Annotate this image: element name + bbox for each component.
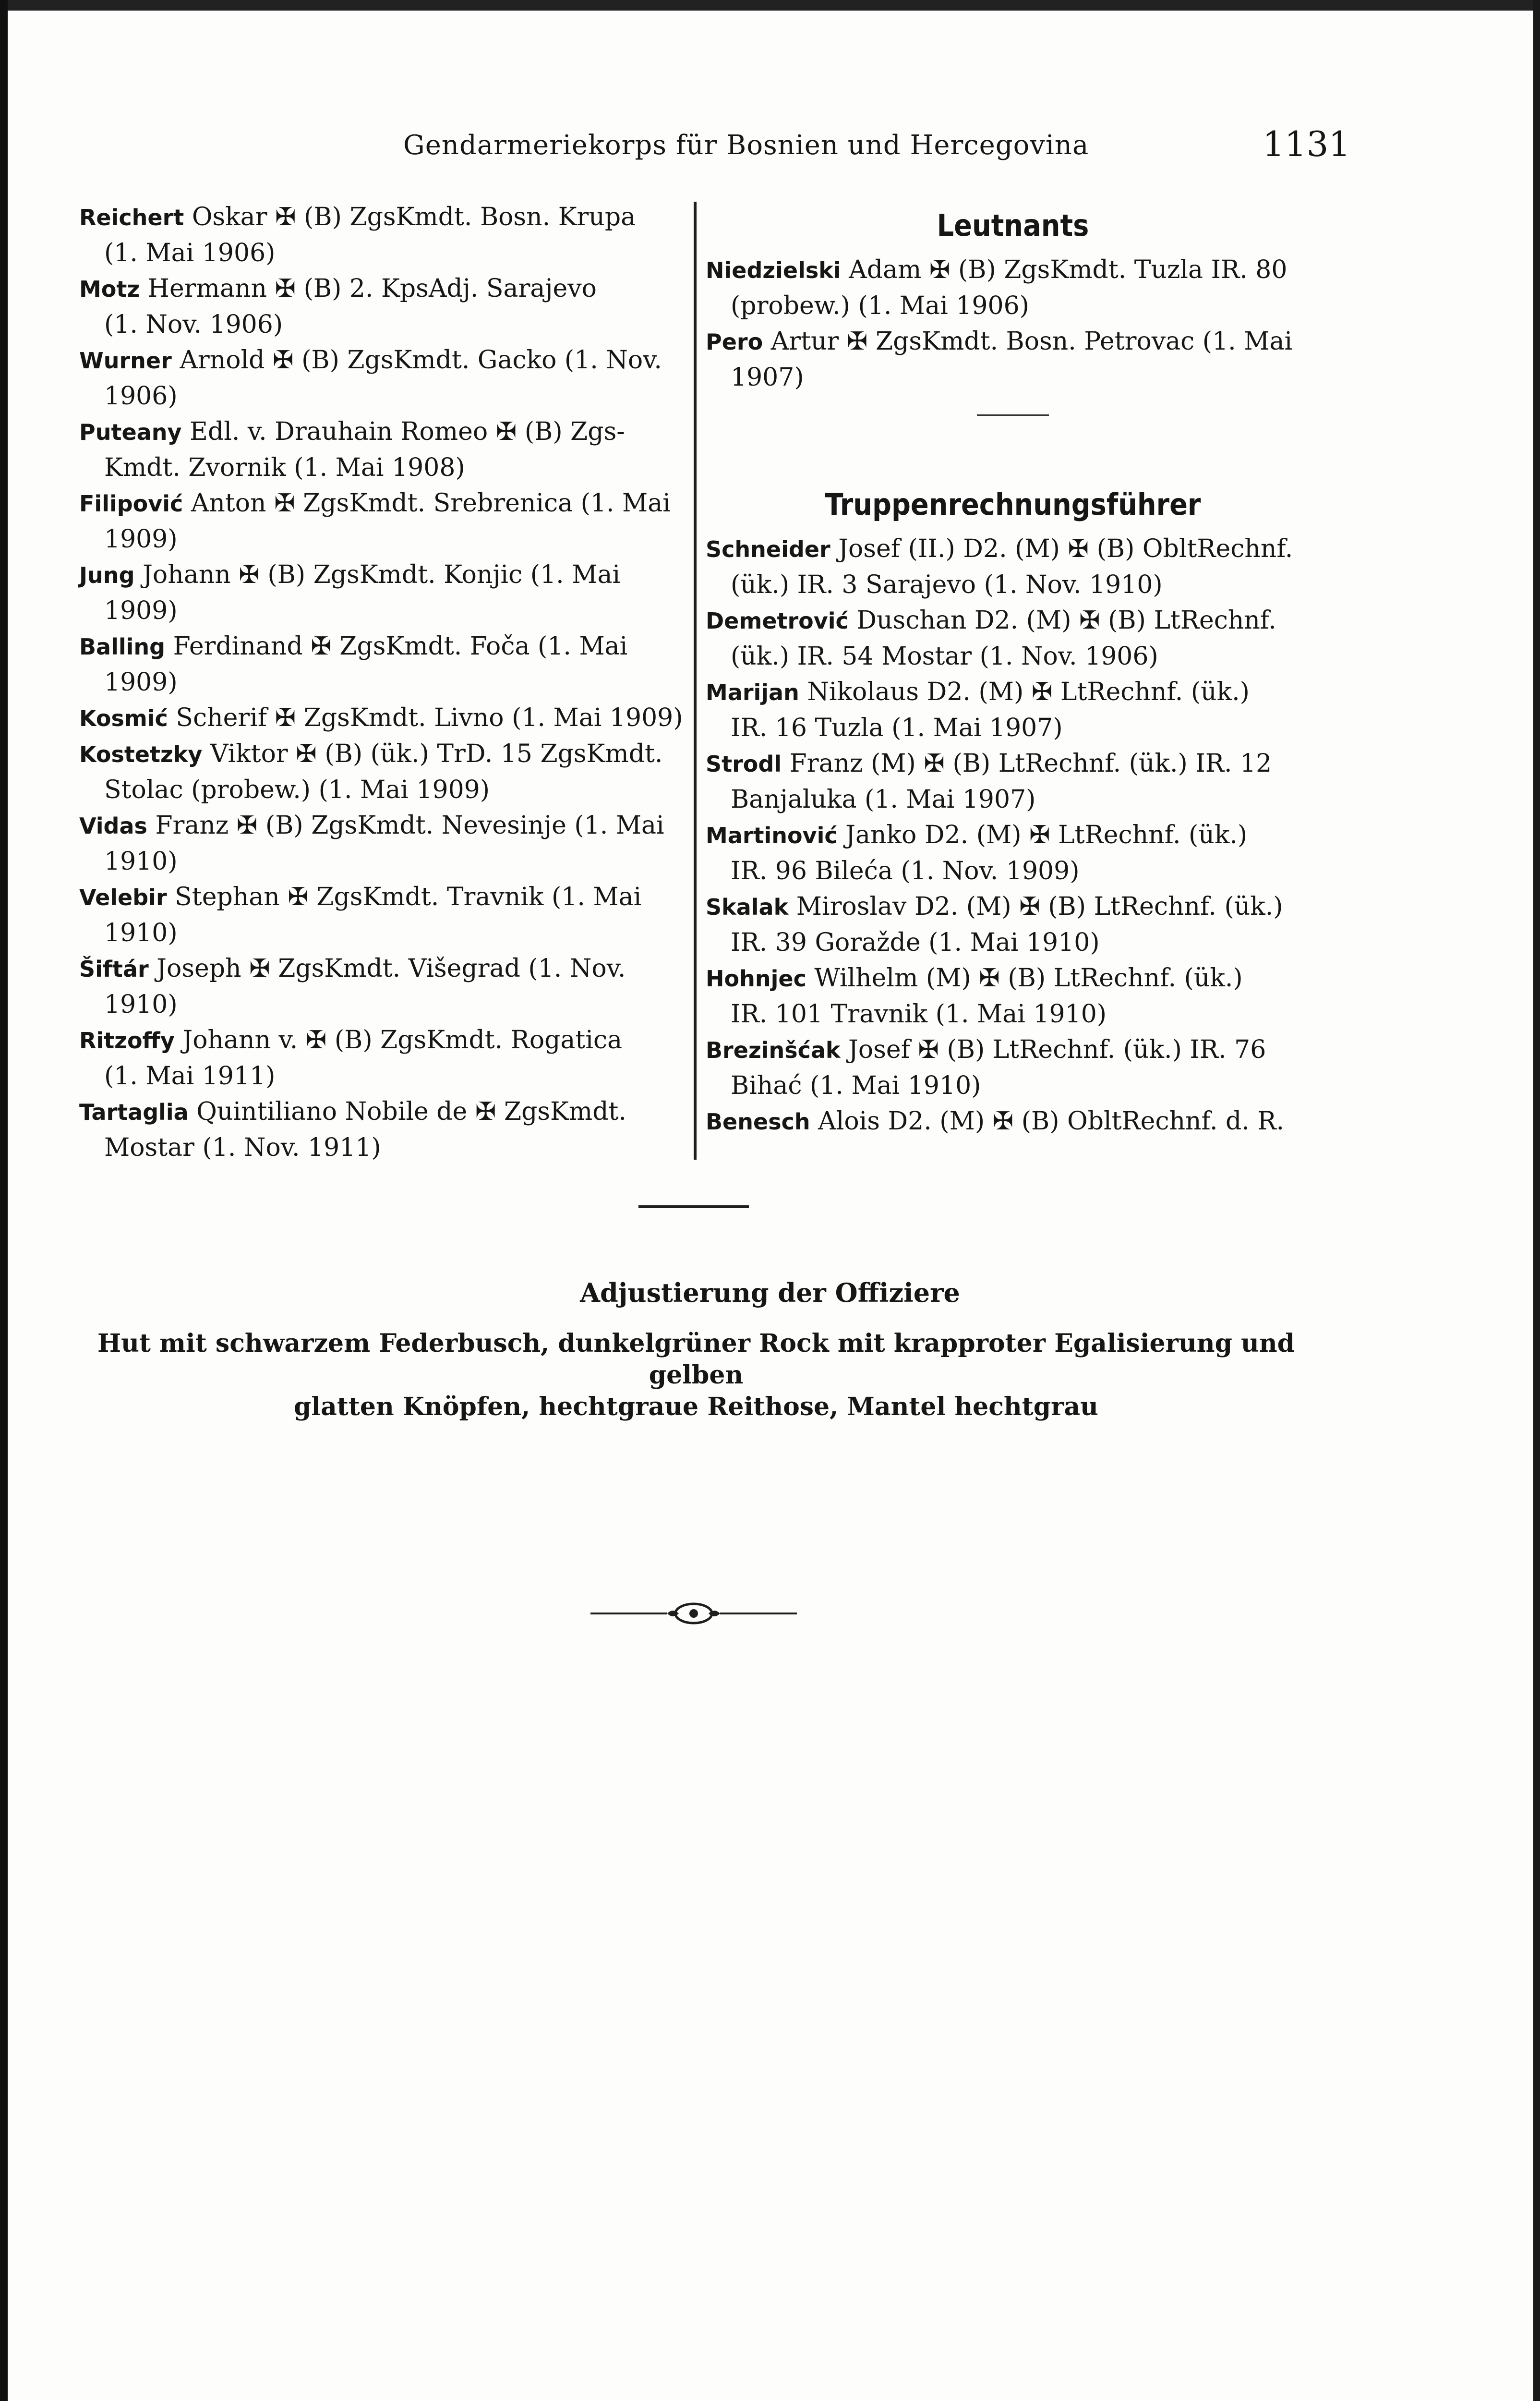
entry-line-1 xyxy=(79,808,689,844)
entry-details: Joseph ✠ ZgsKmdt. Višegrad (1. Nov. xyxy=(156,954,626,983)
uniform-line-1: Hut mit schwarzem Federbusch, dunkelgrüner Rock mit krapproter Egalisierung und gelben xyxy=(97,1329,1295,1390)
entry-details: Adam ✠ (B) ZgsKmdt. Tuzla IR. 80 xyxy=(849,255,1287,284)
accountants-list xyxy=(706,531,1320,1140)
entry-line-2: Stolac (probew.) (1. Mai 1909) xyxy=(104,776,490,804)
entry-details: Miroslav D2. (M) ✠ (B) LtRechnf. (ük.) xyxy=(796,892,1283,921)
entry-line-2: (ük.) IR. 54 Mostar (1. Nov. 1906) xyxy=(731,642,1158,671)
running-title: Gendarmeriekorps für Bosnien und Hercegovina xyxy=(403,130,1089,161)
leutnants-list xyxy=(706,252,1320,395)
officer-surname: Hohnjec xyxy=(706,966,806,992)
entry-line-1 xyxy=(79,879,689,915)
entry-details: Viktor ✠ (B) (ük.) TrD. 15 ZgsKmdt. xyxy=(210,740,663,768)
entry-line-2: 1910) xyxy=(104,919,178,947)
entry-line-1 xyxy=(706,252,1320,288)
officer-surname: Reichert xyxy=(79,205,184,230)
entry-details: Johann ✠ (B) ZgsKmdt. Konjic (1. Mai xyxy=(143,560,621,589)
entry-details: Stephan ✠ ZgsKmdt. Travnik (1. Mai xyxy=(175,883,642,911)
entry-line-1 xyxy=(79,700,689,736)
officer-surname: Skalak xyxy=(706,894,789,920)
center-rule xyxy=(638,1205,749,1208)
roster-entry xyxy=(79,485,689,557)
entry-line-1 xyxy=(79,485,689,521)
officer-surname: Šiftár xyxy=(79,956,149,982)
entry-line-2: 1909) xyxy=(104,668,178,697)
entry-details: Duschan D2. (M) ✠ (B) LtRechnf. xyxy=(856,606,1276,635)
roster-entry xyxy=(79,736,689,808)
entry-details: Oskar ✠ (B) ZgsKmdt. Bosn. Krupa xyxy=(192,203,636,231)
entry-line-2: 1910) xyxy=(104,990,178,1019)
entry-line-2: Kmdt. Zvornik (1. Mai 1908) xyxy=(104,453,465,482)
officer-surname: Motz xyxy=(79,276,140,302)
page-number: 1131 xyxy=(1263,124,1351,164)
entry-line-1 xyxy=(706,1103,1320,1140)
scan-edge-right xyxy=(1533,0,1540,2401)
entry-line-1 xyxy=(706,817,1320,853)
officer-surname: Strodl xyxy=(706,751,782,777)
entry-details: Edl. v. Drauhain Romeo ✠ (B) Zgs- xyxy=(189,417,625,446)
section-separator xyxy=(977,414,1049,416)
roster-entry xyxy=(79,1094,689,1165)
right-column xyxy=(706,199,1320,1140)
column-divider xyxy=(694,202,697,1160)
roster-entry xyxy=(706,531,1320,603)
entry-line-1 xyxy=(706,889,1320,925)
entry-line-2: IR. 16 Tuzla (1. Mai 1907) xyxy=(731,714,1063,742)
roster-entry xyxy=(79,199,689,271)
entry-line-2: IR. 96 Bileća (1. Nov. 1909) xyxy=(731,857,1080,885)
entry-line-1 xyxy=(706,603,1320,639)
entry-line-1 xyxy=(79,414,689,450)
roster-entry xyxy=(706,252,1320,324)
entry-line-2: (ük.) IR. 3 Sarajevo (1. Nov. 1910) xyxy=(731,570,1163,599)
entry-line-1 xyxy=(79,951,689,987)
entry-details: Alois D2. (M) ✠ (B) ObltRechnf. d. R. xyxy=(818,1107,1285,1136)
scan-edge-top xyxy=(0,0,1540,11)
entry-line-2: (probew.) (1. Mai 1906) xyxy=(731,291,1029,320)
entry-line-2: Mostar (1. Nov. 1911) xyxy=(104,1133,381,1162)
entry-line-2: 1910) xyxy=(104,847,178,876)
entry-line-2: Banjaluka (1. Mai 1907) xyxy=(731,785,1036,814)
roster-entry xyxy=(706,674,1320,746)
roster-entry xyxy=(79,271,689,342)
entry-line-2: 1907) xyxy=(731,363,804,392)
officer-surname: Marijan xyxy=(706,679,799,705)
entry-line-2: IR. 101 Travnik (1. Mai 1910) xyxy=(731,1000,1107,1029)
entry-line-1 xyxy=(79,342,689,378)
roster-entry xyxy=(79,700,689,736)
entry-details: Hermann ✠ (B) 2. KpsAdj. Sarajevo xyxy=(147,274,597,303)
roster-entry xyxy=(706,746,1320,817)
officer-surname: Kostetzky xyxy=(79,741,203,767)
entry-details: Johann v. ✠ (B) ZgsKmdt. Rogatica xyxy=(182,1026,623,1055)
entry-details: Janko D2. (M) ✠ LtRechnf. (ük.) xyxy=(845,821,1248,849)
officer-surname: Velebir xyxy=(79,885,167,910)
entry-line-2: IR. 39 Goražde (1. Mai 1910) xyxy=(731,928,1100,957)
entry-line-2: (1. Mai 1911) xyxy=(104,1062,276,1091)
entry-details: Franz ✠ (B) ZgsKmdt. Nevesinje (1. Mai xyxy=(155,811,664,840)
roster-entry xyxy=(79,414,689,485)
roster-entry xyxy=(706,1032,1320,1103)
entry-line-1 xyxy=(79,199,689,235)
roster-entry xyxy=(79,342,689,414)
roster-entry xyxy=(79,557,689,629)
entry-line-1 xyxy=(706,960,1320,996)
roster-entry xyxy=(706,817,1320,889)
entry-details: Nikolaus D2. (M) ✠ LtRechnf. (ük.) xyxy=(807,678,1250,706)
roster-entry xyxy=(79,879,689,951)
entry-line-1 xyxy=(79,271,689,307)
entry-line-1 xyxy=(706,674,1320,710)
officer-surname: Martinović xyxy=(706,823,838,849)
officer-surname: Tartaglia xyxy=(79,1099,189,1125)
uniform-description xyxy=(72,1328,1320,1423)
officer-surname: Vidas xyxy=(79,813,147,839)
officer-surname: Balling xyxy=(79,634,166,660)
entry-details: Quintiliano Nobile de ✠ ZgsKmdt. xyxy=(196,1097,626,1126)
officer-surname: Benesch xyxy=(706,1109,810,1135)
entry-line-1 xyxy=(706,324,1320,360)
entry-line-1 xyxy=(706,746,1320,782)
officer-surname: Niedzielski xyxy=(706,257,841,283)
entry-line-1 xyxy=(706,531,1320,567)
entry-line-2: Bihać (1. Mai 1910) xyxy=(731,1071,981,1100)
roster-entry xyxy=(706,1103,1320,1140)
entry-line-1 xyxy=(79,557,689,593)
entry-details: Arnold ✠ (B) ZgsKmdt. Gacko (1. Nov. xyxy=(180,346,662,375)
section-title-leutnants: Leutnants xyxy=(937,208,1089,243)
officer-surname: Kosmić xyxy=(79,705,168,731)
roster-entry xyxy=(706,889,1320,960)
entry-line-2: (1. Mai 1906) xyxy=(104,239,276,267)
ornament-divider xyxy=(590,1594,797,1633)
entry-details: Josef ✠ (B) LtRechnf. (ük.) IR. 76 xyxy=(848,1035,1266,1064)
officer-surname: Demetrović xyxy=(706,608,849,634)
scan-edge-left xyxy=(0,0,8,2401)
officer-surname: Filipović xyxy=(79,491,183,517)
entry-details: Scherif ✠ ZgsKmdt. Livno (1. Mai 1909) xyxy=(176,703,683,732)
roster-entry xyxy=(706,324,1320,395)
entry-line-2: 1906) xyxy=(104,382,178,411)
entry-details: Josef (II.) D2. (M) ✠ (B) ObltRechnf. xyxy=(838,534,1293,563)
uniform-line-2: glatten Knöpfen, hechtgraue Reithose, Mantel hechtgrau xyxy=(294,1392,1098,1421)
roster-entry xyxy=(706,603,1320,674)
entry-line-1 xyxy=(79,1022,689,1058)
section-title-truppenrechnungsfuehrer: Truppenrechnungsführer xyxy=(825,487,1201,522)
roster-entry xyxy=(79,629,689,700)
officer-surname: Schneider xyxy=(706,536,830,562)
officer-surname: Wurner xyxy=(79,348,172,374)
entry-details: Artur ✠ ZgsKmdt. Bosn. Petrovac (1. Mai xyxy=(770,327,1293,356)
officer-surname: Brezinšćak xyxy=(706,1037,841,1063)
entry-line-2: 1909) xyxy=(104,596,178,625)
officer-surname: Pero xyxy=(706,329,763,355)
roster-entry xyxy=(79,808,689,879)
entry-line-2: 1909) xyxy=(104,525,178,554)
entry-details: Franz (M) ✠ (B) LtRechnf. (ük.) IR. 12 xyxy=(789,749,1272,778)
entry-line-1 xyxy=(79,736,689,772)
officer-surname: Jung xyxy=(79,562,135,588)
uniform-section-title: Adjustierung der Offiziere xyxy=(580,1277,960,1308)
left-column xyxy=(79,199,689,1165)
officer-surname: Ritzoffy xyxy=(79,1028,175,1054)
entry-line-1 xyxy=(79,1094,689,1130)
roster-entry xyxy=(79,951,689,1022)
officer-surname: Puteany xyxy=(79,419,182,445)
entry-details: Wilhelm (M) ✠ (B) LtRechnf. (ük.) xyxy=(814,964,1243,993)
entry-line-1 xyxy=(79,629,689,665)
entry-line-1 xyxy=(706,1032,1320,1068)
roster-entry xyxy=(706,960,1320,1032)
entry-line-2: (1. Nov. 1906) xyxy=(104,310,283,339)
entry-details: Ferdinand ✠ ZgsKmdt. Foča (1. Mai xyxy=(173,632,628,661)
entry-details: Anton ✠ ZgsKmdt. Srebrenica (1. Mai xyxy=(191,489,671,518)
roster-entry xyxy=(79,1022,689,1094)
